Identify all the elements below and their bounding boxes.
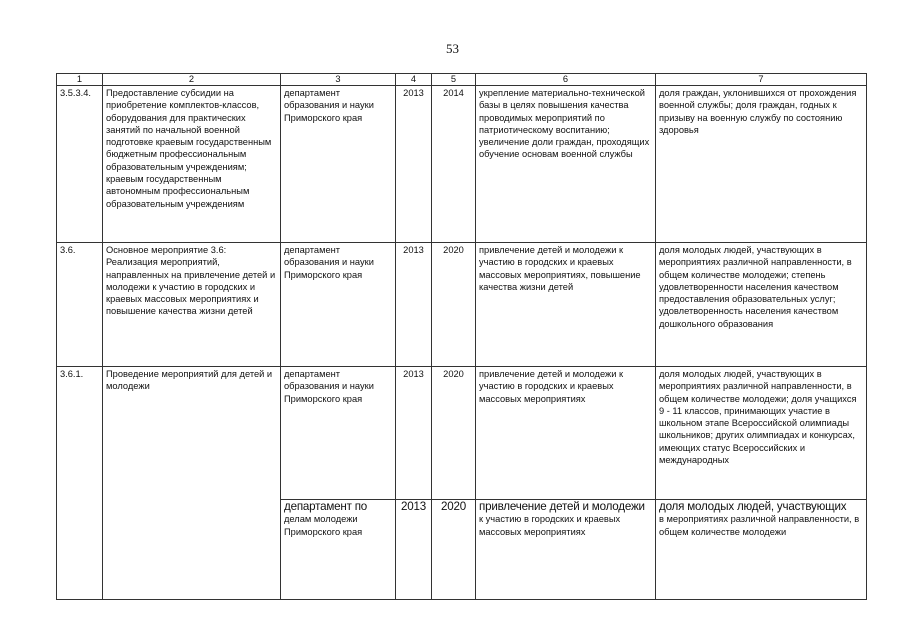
start-year: 2013 <box>396 243 432 367</box>
executor: департамент образования и науки Приморского края <box>281 243 396 367</box>
header-col-1: 1 <box>57 74 103 86</box>
header-col-6: 6 <box>476 74 656 86</box>
row-number: 3.6.1. <box>57 367 103 600</box>
header-col-2: 2 <box>103 74 281 86</box>
row-number: 3.5.3.4. <box>57 86 103 243</box>
executor: департамент образования и науки Приморского края <box>281 367 396 500</box>
end-year: 2020 <box>432 243 476 367</box>
executor <box>281 500 396 600</box>
indicator-first-line: доля молодых людей, участвующих <box>659 500 847 513</box>
end-year: 2014 <box>432 86 476 243</box>
end-year: 2020 <box>432 367 476 500</box>
start-year <box>396 500 432 600</box>
header-col-3: 3 <box>281 74 396 86</box>
start-year: 2013 <box>396 86 432 243</box>
start-year: 2013 <box>396 367 432 500</box>
expected-result: привлечение детей и молодежи к участию в городских и краевых массовых мероприятиях, повышение качества жизни детей <box>476 243 656 367</box>
expected-result: укрепление материально-технической базы в целях повышения качества проводимых мероприятий по патриотическому воспитанию; увеличение доли граждан, проходящих обучение основам военной службы <box>476 86 656 243</box>
table-row <box>57 367 867 500</box>
activity-name: Основное мероприятие 3.6: Реализация мероприятий, направленных на привлечение детей и молодежи к участию в городских и краевых массовых мероприятиях и повышение качества жизни детей <box>103 243 281 367</box>
indicator: доля молодых людей, участвующих в мероприятиях различной направленности, в общем количестве молодежи; степень удовлетворенности населения качеством предоставления образовательных услуг; удовлетворенность населения качеством дошкольного образования <box>656 243 867 367</box>
activity-name: Проведение мероприятий для детей и молодежи <box>103 367 281 600</box>
indicator-rest: в мероприятиях различной направленности, в общем количестве молодежи <box>659 514 860 537</box>
header-col-4: 4 <box>396 74 432 86</box>
expected-result <box>476 500 656 600</box>
start-year-value: 2013 <box>401 500 426 513</box>
indicator: доля граждан, уклонившихся от прохождения военной службы; доля граждан, годных к призыву на военную службу по состоянию здоровья <box>656 86 867 243</box>
executor: департамент образования и науки Приморского края <box>281 86 396 243</box>
result-first-line: привлечение детей и молодежи <box>479 500 645 513</box>
header-row <box>57 74 867 86</box>
page-number: 53 <box>446 41 459 56</box>
result-rest: к участию в городских и краевых массовых мероприятиях <box>479 514 621 537</box>
expected-result: привлечение детей и молодежи к участию в городских и краевых массовых мероприятиях <box>476 367 656 500</box>
row-number: 3.6. <box>57 243 103 367</box>
activity-name: Предоставление субсидии на приобретение комплектов-классов, оборудования для практических занятий по начальной военной подготовке краевым государственным бюджетным профессиональным образовательным учреждениям; краевым государственным автономным профессиональным образовательным учреждениям <box>103 86 281 243</box>
table-row <box>57 243 867 367</box>
header-col-7: 7 <box>656 74 867 86</box>
indicator <box>656 500 867 600</box>
executor-rest: делам молодежи Приморского края <box>284 514 363 537</box>
end-year-value: 2020 <box>441 500 466 513</box>
executor-first-line: департамент по <box>284 500 368 513</box>
indicator: доля молодых людей, участвующих в мероприятиях различной направленности, в общем количестве молодежи; доля учащихся 9 - 11 классов, принимающих участие в школьном этапе Всероссийской олимпиады школьников; других олимпиадах и конкурсах, имеющих статус Всероссийских и международных <box>656 367 867 500</box>
program-table <box>56 73 867 600</box>
end-year <box>432 500 476 600</box>
table-row <box>57 86 867 243</box>
header-col-5: 5 <box>432 74 476 86</box>
